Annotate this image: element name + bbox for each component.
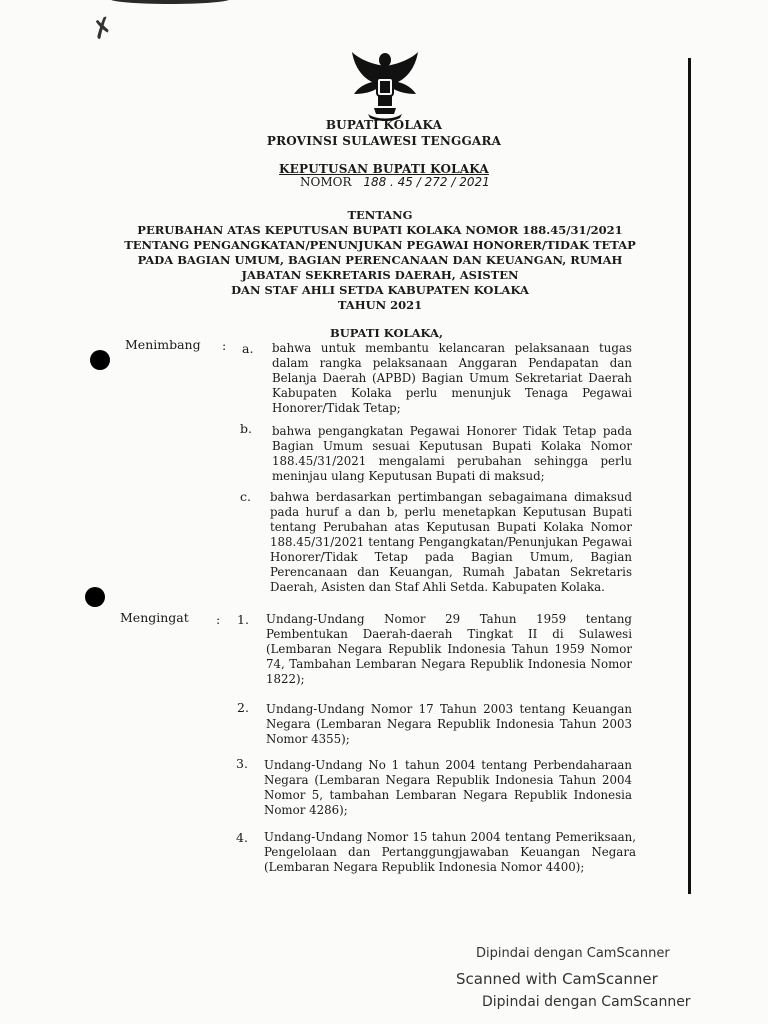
province-title: PROVINSI SULAWESI TENGGARA: [266, 134, 502, 148]
menimbang-item: bahwa untuk membantu kelancaran pelaksanaan tugas dalam rangka pelaksanaan Anggaran Pendapatan dan Belanja Daerah (APBD) Bagian Umum Sekretariat Daerah Kabupaten Kolaka perlu menunjuk Tenaga Pegawai Honorer/Tidak Tetap;: [272, 341, 632, 415]
subject-line: JABATAN SEKRETARIS DAERAH, ASISTEN: [241, 268, 519, 282]
punch-hole-bottom: [85, 587, 105, 607]
subject-line: DAN STAF AHLI SETDA KABUPATEN KOLAKA: [231, 283, 529, 297]
menimbang-label: Menimbang: [125, 337, 201, 352]
punch-hole-top: [90, 350, 110, 370]
subject-line: PERUBAHAN ATAS KEPUTUSAN BUPATI KOLAKA NOMOR 188.45/31/2021: [137, 223, 623, 237]
decree-title: KEPUTUSAN BUPATI KOLAKA: [279, 162, 489, 176]
menimbang-colon: :: [222, 338, 227, 353]
camscanner-watermark: Scanned with CamScanner: [456, 970, 658, 988]
subject-line: TAHUN 2021: [337, 298, 423, 312]
garuda-emblem-icon: [350, 50, 420, 122]
subject-line: TENTANG PENGANGKATAN/PENUNJUKAN PEGAWAI HONORER/TIDAK TETAP: [124, 238, 636, 252]
menimbang-item: bahwa pengangkatan Pegawai Honorer Tidak Tetap pada Bagian Umum sesuai Keputusan Bupati Kolaka Nomor 188.45/31/2021 mengalami perubahan sehingga perlu meninjau ulang Keputusan Bupati di maksud;: [272, 424, 632, 483]
mengingat-item: Undang-Undang Nomor 17 Tahun 2003 tentang Keuangan Negara (Lembaran Negara Republik Indonesia Tahun 2003 Nomor 4355);: [266, 702, 632, 746]
menimbang-marker: a.: [242, 341, 254, 356]
mengingat-marker: 4.: [236, 830, 248, 845]
office-title: BUPATI KOLAKA: [325, 118, 443, 132]
mengingat-label: Mengingat: [120, 610, 189, 625]
camscanner-watermark: Dipindai dengan CamScanner: [476, 946, 670, 961]
page-edge-line: [688, 58, 691, 894]
issuer-heading: BUPATI KOLAKA,: [330, 326, 443, 340]
scan-smudge: [110, 0, 230, 4]
nomor-handwritten-value: 188 . 45 / 272 / 2021: [363, 175, 490, 189]
mengingat-marker: 1.: [237, 612, 249, 627]
mengingat-item: Undang-Undang Nomor 29 Tahun 1959 tentang Pembentukan Daerah-daerah Tingkat II di Sulawesi (Lembaran Negara Republik Indonesia Tahun 1959 Nomor 74, Tambahan Lembaran Negara Republik Indonesia Nomor 1822);: [266, 612, 632, 686]
subject-block: [120, 208, 640, 313]
decree-number-line: [300, 175, 490, 189]
mengingat-marker: 3.: [236, 756, 248, 771]
subject-line: PADA BAGIAN UMUM, BAGIAN PERENCANAAN DAN KEUANGAN, RUMAH: [137, 253, 623, 267]
camscanner-watermark: Dipindai dengan CamScanner: [482, 994, 691, 1010]
nomor-label: NOMOR: [300, 175, 352, 189]
menimbang-marker: b.: [240, 421, 252, 436]
mengingat-item: Undang-Undang Nomor 15 tahun 2004 tentang Pemeriksaan, Pengelolaan dan Pertanggungjawaban Keuangan Negara (Lembaran Negara Republik Indonesia Nomor 4400);: [264, 830, 636, 874]
mengingat-marker: 2.: [237, 700, 249, 715]
menimbang-item: bahwa berdasarkan pertimbangan sebagaimana dimaksud pada huruf a dan b, perlu menetapkan Keputusan Bupati tentang Perubahan atas Keputusan Bupati Kolaka Nomor 188.45/31/2021 tentang Pengangkatan/Penunjukan Pegawai Honorer/Tidak Tetap pada Bagian Umum, Bagian Perencanaan dan Keuangan, Rumah Jabatan Sekretaris Daerah, Asisten dan Staf Ahli Setda. Kabupaten Kolaka.: [270, 490, 632, 594]
menimbang-marker: c.: [240, 489, 251, 504]
handwritten-corner-mark: ✗: [87, 11, 119, 47]
tentang-heading: TENTANG: [347, 208, 413, 222]
mengingat-colon: :: [216, 612, 221, 627]
mengingat-item: Undang-Undang No 1 tahun 2004 tentang Perbendaharaan Negara (Lembaran Negara Republik Indonesia Tahun 2004 Nomor 5, tambahan Lembaran Negara Republik Indonesia Nomor 4286);: [264, 758, 632, 817]
